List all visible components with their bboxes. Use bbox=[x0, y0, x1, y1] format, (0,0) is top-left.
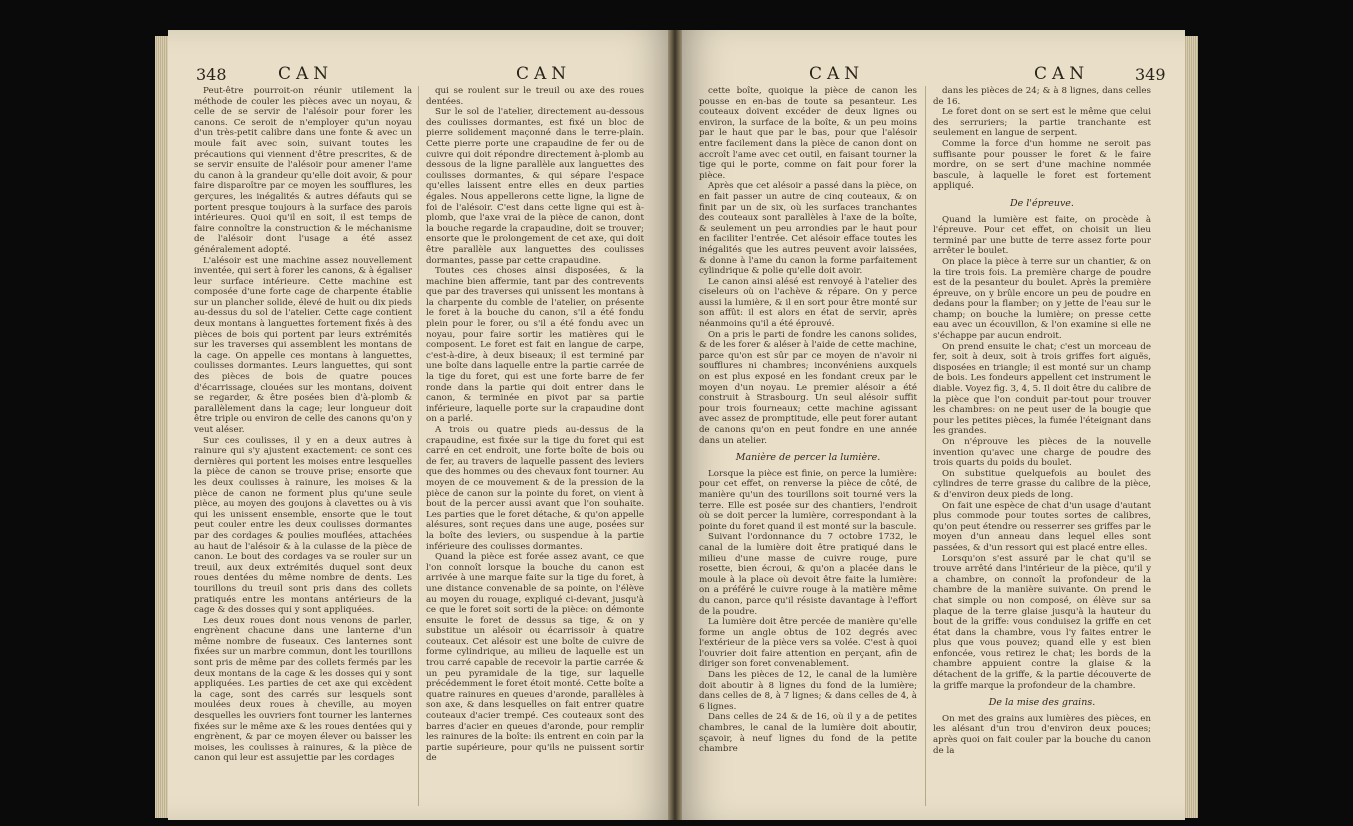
paragraph: Les deux roues dont nous venons de parler, engrènent chacune dans une lanterne d'un même nombre de fuseaux. Ces lanternes sont fixées sur un marbre commun, dont les tourillons sont pris de même par des collets fermés par les deux montans de la cage & les dosses qui y sont appliquées. Les parties de cet axe qui excèdent la cage, sont des carrés sur lesquels sont moulées deux roues à cheville, au moyen desquelles les ouvriers font tourner les lanternes fixées sur le même axe & les roues dentées qui y engrènent, & par ce moyen élever ou baisser les moises, les coulisses à rainures, & la pièce de canon qui leur est assujettie par les cordages bbox=[194, 615, 412, 764]
left-page-column-2 bbox=[426, 86, 644, 806]
paragraph: Après que cet alésoir a passé dans la pièce, on en fait passer un autre de cinq couteaux, & on finit par un de six, où les surfaces tranchantes des couteaux sont parallèles à l'axe de la boîte, & seulement un peu arrondies par le haut pour en faciliter l'entrée. Cet alésoir efface toutes les inégalités que les autres peuvent avoir laissées, & donne à l'ame du canon la forme parfaitement cylindrique & polie qu'elle doit avoir. bbox=[699, 181, 917, 277]
paragraph: cette boîte, quoique la pièce de canon les pousse en en-bas de toute sa pesanteur. Les couteaux doivent excéder de deux lignes ou environ, la surface de la boîte, & un peu moins par le haut que par le bas, pour que l'alésoir entre facilement dans la pièce de canon dont on accroît l'ame avec cet outil, en faisant tourner la tige qui le porte, comme on fait pour forer la pièce. bbox=[699, 86, 917, 181]
right-page bbox=[679, 30, 1185, 820]
paragraph: Toutes ces choses ainsi disposées, & la machine bien affermie, tant par des contrevents que par des traverses qui unissent les montans à la charpente du comble de l'atelier, on présente le foret à la bouche du canon, s'il a été fondu plein pour le forer, ou s'il a été fondu avec un noyau, pour faire sortir les matières qui le composent. Le foret est fait en langue de carpe, c'est-à-dire, à deux biseaux; il est terminé par une boîte dans laquelle entre la partie carrée de la tige du foret, qui est une forte barre de fer ronde dans la partie qui doit entrer dans le canon, & terminée en pivot par sa partie inférieure, laquelle porte sur la crapaudine dont on a parlé. bbox=[426, 266, 644, 425]
paragraph: Sur le sol de l'atelier, directement au-dessous des coulisses dormantes, est fixé un bloc de pierre solidement maçonné dans le terre-plain. Cette pierre porte une crapaudine de fer ou de cuivre qui doit répondre directement à-plomb au dessous de la ligne parallèle aux languettes des coulisses dormantes, & qui sépare l'espace qu'elles laissent entre elles en deux parties égales. Nous appellerons cette ligne, la ligne de foi de l'alésoir. C'est dans cette ligne qui est à-plomb, que l'axe vrai de la pièce de canon, dont la bouche regarde la crapaudine, doit se trouver; ensorte que le prolongement de cet axe, qui doit être parallèle aux languettes des coulisses dormantes, passe par cette crapaudine. bbox=[426, 107, 644, 266]
left-page bbox=[168, 30, 673, 820]
column-rule bbox=[925, 86, 926, 806]
paragraph: Le foret dont on se sert est le même que celui des serruriers; la partie tranchante est seulement en langue de serpent. bbox=[933, 107, 1151, 139]
paragraph: A trois ou quatre pieds au-dessus de la crapaudine, est fixée sur la tige du foret qui est carré en cet endroit, une forte boîte de bois ou de fer, au travers de laquelle passent des leviers que des hommes ou des chevaux font tourner. Au moyen de ce mouvement & de la pression de la pièce de canon sur la pointe du foret, on vient à bout de la percer aussi avant que l'on souhaite. Les parties que le foret détache, & qu'on appelle alésures, sont reçues dans une auge, posées sur la boîte des leviers, ou suspendue à la partie inférieure des coulisses dormantes. bbox=[426, 425, 644, 552]
paragraph: La lumière doit être percée de manière qu'elle forme un angle obtus de 102 degrés avec l'extérieur de la pièce vers sa volée. C'est à quoi l'ouvrier doit faire attention en perçant, afin de diriger son foret convenablement. bbox=[699, 617, 917, 670]
paragraph: L'alésoir est une machine assez nouvellement inventée, qui sert à forer les canons, & à égaliser leur surface intérieure. Cette machine est composée d'une forte cage de charpente établie sur un plancher solide, élevé de huit ou dix pieds au-dessus du sol de l'atelier. Cette cage contient deux montans à languettes fortement fixés à des pièces de bois qui portent par leurs extrémités sur les traverses qui assemblent les montans de la cage. On appelle ces montans à languettes, coulisses dormantes. Leurs languettes, qui sont des pièces de bois de quatre pouces d'écarrissage, clouées sur les montans, doivent se regarder, & être posées bien d'à-plomb & parallèlement dans la cage; leur longueur doit être triple ou environ de celle des canons qu'on y veut aléser. bbox=[194, 255, 412, 435]
paragraph: Suivant l'ordonnance du 7 octobre 1732, le canal de la lumière doit être pratiqué dans le milieu d'une masse de cuivre rouge, pure rosette, bien écroui, & qu'on a placée dans le moule à la place où devoit être faite la lumière: on a préféré le cuivre rouge à la matière même du canon, parce qu'il résiste davantage à l'effort de la poudre. bbox=[699, 532, 917, 617]
book-gutter bbox=[668, 30, 682, 820]
right-page-column-1 bbox=[699, 86, 917, 806]
paragraph: On met des grains aux lumières des pièces, en les alésant d'un trou d'environ deux pouces; après quoi on fait couler par la bouche du canon de la bbox=[933, 713, 1151, 756]
paragraph: On substitue quelquefois au boulet des cylindres de terre grasse du calibre de la pièce, & d'environ deux pieds de long. bbox=[933, 468, 1151, 500]
running-head-right-b: CAN bbox=[1034, 64, 1090, 84]
paragraph: Lorsqu'on s'est assuré par le chat qu'il se trouve arrêté dans l'intérieur de la pièce, qu'il y a chambre, on connoît la profondeur de la chambre de la manière suivante. On prend le chat simple ou non composé, on élève sur sa plaque de la terre glaise jusqu'à la hauteur du bout de la griffe: vous conduisez la griffe en cet état dans la chambre, vous l'y faites entrer le plus que vous pouvez; quand elle y est bien enfoncée, vous retirez le chat; les bords de la chambre appuient contre la glaise & la détachent de la griffe, & la partie découverte de la griffe marque la profondeur de la chambre. bbox=[933, 553, 1151, 691]
paragraph: Sur ces coulisses, il y en a deux autres à rainure qui s'y ajustent exactement: ce sont ces dernières qui portent les moises entre lesquelles la pièce de canon se trouve prise; ensorte que les deux coulisses à rainure, les moises & la pièce de canon ne forment plus qu'une seule pièce, au moyen des goujons à clavettes ou à vis qui les unissent ensemble, ensorte que le tout peut couler entre les deux coulisses dormantes par des cordages & poulies mouflées, attachées au haut de l'alésoir & à la culasse de la pièce de canon. Le bout des cordages va se rouler sur un treuil, aux deux extrémités duquel sont deux roues dentées du même nombre de dents. Les tourillons du treuil sont pris dans des collets pratiqués entre les montans antérieurs de la cage & des dosses qui y sont appliquées. bbox=[194, 435, 412, 616]
paragraph: Le canon ainsi alésé est renvoyé à l'atelier des ciseleurs où on l'achève & répare. On y perce aussi la lumière, & il en sort pour être monté sur son affût: il est alors en état de servir, après néanmoins qu'il a été éprouvé. bbox=[699, 276, 917, 330]
paragraph: Quand la lumière est faite, on procède à l'épreuve. Pour cet effet, on choisit un lieu terminé par une butte de terre assez forte pour arrêter le boulet. bbox=[933, 214, 1151, 257]
paragraph: Dans les pièces de 12, le canal de la lumière doit aboutir à 8 lignes du fond de la lumière; dans celles de 8, à 7 lignes; & dans celles de 4, à 6 lignes. bbox=[699, 670, 917, 712]
paragraph: dans les pièces de 24; & à 8 lignes, dans celles de 16. bbox=[933, 86, 1151, 107]
paragraph: On n'éprouve les pièces de la nouvelle invention qu'avec une charge de poudre des trois quarts du poids du boulet. bbox=[933, 437, 1151, 469]
right-page-edges bbox=[1184, 36, 1198, 818]
paragraph: Quand la pièce est forée assez avant, ce que l'on connoît lorsque la bouche du canon est arrivée à une marque faite sur la tige du foret, à une distance convenable de sa pointe, on l'élève au moyen du rouage, expliqué ci-devant, jusqu'à ce que le foret soit sorti de la pièce: on démonte ensuite le foret de dessus sa tige, & on y substitue un alésoir ou écarrissoir à quatre couteaux. Cet alésoir est une boîte de cuivre de forme cylindrique, au milieu de laquelle est un trou carré capable de recevoir la partie carrée & un peu pyramidale de la tige, sur laquelle précédemment le foret étoit monté. Cette boîte a quatre rainures en queues d'aronde, parallèles à son axe, & dans lesquelles on fait entrer quatre couteaux d'acier trempé. Ces couteaux sont des barres d'acier en queues d'aronde, pour remplir les rainures de la boîte: ils entrent en coin par la partie supérieure, pour qu'ils ne puissent sortir de bbox=[426, 552, 644, 764]
left-page-edges bbox=[155, 36, 169, 818]
paragraph: Comme la force d'un homme ne seroit pas suffisante pour pousser le foret & le faire mordre, on se sert d'une machine nommée bascule, à laquelle le foret est fortement appliqué. bbox=[933, 138, 1151, 192]
running-head-right-a: CAN bbox=[809, 64, 865, 84]
paragraph: Peut-être pourroit-on réunir utilement la méthode de couler les pièces avec un noyau, & celle de se servir de l'alésoir pour forer les canons. Ce seroit de n'employer qu'un noyau d'un très-petit calibre dans une fonte & avec un moule fait avec soin, suivant toutes les précautions qui viennent d'être prescrites, & de se servir ensuite de l'alésoir pour amener l'ame du canon à la grandeur qu'elle doit avoir, & pour faire disparoître par ce moyen les soufflures, les gerçures, les inégalités & autres défauts qui se portent presque toujours à la surface des parois intérieures. Quoi qu'il en soit, il est temps de faire connoître la construction & le méchanisme de l'alésoir dont l'usage a été assez généralement adopté. bbox=[194, 86, 412, 255]
paragraph: Dans celles de 24 & de 16, où il y a de petites chambres, le canal de la lumière doit aboutir, sçavoir, à neuf lignes du fond de la petite chambre bbox=[699, 712, 917, 755]
page-number-left: 348 bbox=[196, 65, 227, 84]
left-page-column-1 bbox=[194, 86, 412, 806]
running-head-left-a: CAN bbox=[278, 64, 334, 84]
column-rule bbox=[418, 86, 419, 806]
right-page-column-2 bbox=[933, 86, 1151, 806]
section-heading: Manière de percer la lumière. bbox=[735, 452, 881, 464]
paragraph: On prend ensuite le chat; c'est un morceau de fer, soit à deux, soit à trois griffes fort aiguës, disposées en triangle; il est monté sur un champ de bois. Les fondeurs appellent cet instrument le diable. Voyez fig. 3, 4, 5. Il doit être du calibre de la pièce que l'on conduit par-tout pour trouver les chambres: on ne peut user de la bougie que pour les petites pièces, la fumée l'éteignant dans les grandes. bbox=[933, 341, 1151, 437]
paragraph: qui se roulent sur le treuil ou axe des roues dentées. bbox=[426, 86, 644, 107]
section-heading: De l'épreuve. bbox=[1010, 197, 1074, 209]
paragraph: On fait une espèce de chat d'un usage d'autant plus commode pour toutes sortes de calibres, qu'on peut étendre ou resserrer ses griffes par le moyen d'un anneau dans lequel elles sont passées, & d'un ressort qui est placé entre elles. bbox=[933, 500, 1151, 553]
section-heading: De la mise des grains. bbox=[988, 697, 1096, 709]
page-number-right: 349 bbox=[1135, 65, 1166, 84]
paragraph: On a pris le parti de fondre les canons solides, & de les forer & aléser à l'aide de cette machine, parce qu'on est sûr par ce moyen de n'avoir ni soufflures ni chambres; inconvéniens auxquels on est plus exposé en les fondant creux par le moyen d'un noyau. Le premier alésoir a été construit à Strasbourg. Un seul alésoir suffit pour trois fourneaux; cette machine agissant avec assez de promptitude, elle peut forer autant de canons qu'on en peut fondre en une année dans un atelier. bbox=[699, 329, 917, 446]
running-head-left-b: CAN bbox=[516, 64, 572, 84]
paragraph: On place la pièce à terre sur un chantier, & on la tire trois fois. La première charge de poudre est de la pesanteur du boulet. Après la première épreuve, on y brûle encore un peu de poudre en dedans pour la flamber; on y jette de l'eau sur le champ; on bouche la lumière; on presse cette eau avec un écouvillon, & l'on examine si elle ne s'échappe par aucun endroit. bbox=[933, 256, 1151, 342]
paragraph: Lorsque la pièce est finie, on perce la lumière: pour cet effet, on renverse la pièce de côté, de manière qu'un des tourillons soit tourné vers la terre. Elle est posée sur des chantiers, l'endroit où se doit percer la lumière, correspondant à la pointe du foret quand il est monté sur la bascule. bbox=[699, 468, 917, 532]
